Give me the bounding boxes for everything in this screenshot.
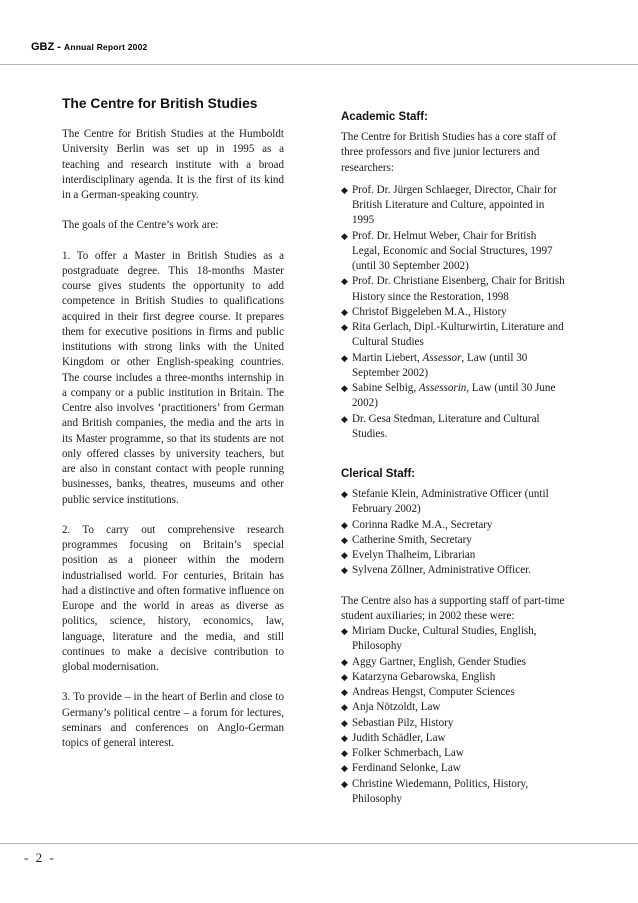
list-item [341,746,566,761]
list-item [341,351,566,382]
list-item [341,320,566,351]
clerical-staff-heading: Clerical Staff: [341,468,416,480]
support-staff-list [341,624,566,807]
header-report-title: Annual Report 2002 [64,42,148,52]
list-item [341,731,566,746]
list-item-text: Rita Gerlach, Dipl.-Kulturwirtin, Literature and Cultural Studies [352,321,564,349]
list-item [341,183,566,229]
bullet-icon: ◆ [341,702,348,713]
intro-paragraph: The Centre for British Studies at the Humboldt University Berlin was set up in 1995 as a teaching and research institute with a broad interdisciplinary agenda. It is the first of its kind in a German-speaking country. [62,128,284,201]
left-column [62,95,284,766]
list-item-text: Ferdinand Selonke, Law [352,762,461,775]
bullet-icon: ◆ [341,489,348,499]
list-item [341,533,566,548]
bullet-icon: ◆ [341,717,348,728]
list-item-title-italic: Assessorin [418,382,467,394]
list-item-text: Dr. Gesa Stedman, Literature and Cultural Studies. [352,412,540,440]
list-item-text: Folker Schmerbach, Law [352,747,464,759]
list-item-text: Stefanie Klein, Administrative Officer (until February 2002) [352,488,549,516]
bullet-icon: ◆ [341,687,348,697]
bullet-icon: ◆ [341,383,348,393]
list-item-text: Prof. Dr. Jürgen Schlaeger, Director, Chair for British Literature and Culture, appointed in 1995 [352,183,557,227]
list-item [341,761,566,776]
list-item-text: Katarzyna Gebarowska, English [352,670,496,683]
bullet-icon: ◆ [341,565,348,576]
goal-2-paragraph: 2. To carry out comprehensive research programmes focusing on Britain’s special position as a pioneer within the modern industrialised world. For centuries, Britain has had a distinctive and often formative influence on Europe and the world in areas as diverse as politics, science, history, economics, law, language, literature and the media, and still continues to make a decisive contribution to global modernisation. [62,523,284,673]
list-item [341,381,566,412]
bullet-icon: ◆ [341,534,348,545]
right-column [341,110,566,807]
list-item-text: Prof. Dr. Helmut Weber, Chair for British Legal, Economic and Social Structures, 1997 (until 30 September 2002) [352,229,553,272]
list-item [341,685,566,700]
section-title: The Centre for British Studies [62,96,258,111]
list-item-text: Corinna Radke M.A., Secretary [352,518,493,531]
list-item [341,487,566,518]
list-item-text: Anja Nötzoldt, Law [352,701,441,714]
list-item [341,548,566,563]
bullet-icon: ◆ [341,276,348,287]
list-item-text: Evelyn Thalheim, Librarian [352,549,476,561]
page-number: - 2 - [24,850,56,865]
header-divider [0,64,638,65]
goal-1-paragraph: 1. To offer a Master in British Studies as a postgraduate degree. This 18-months Master course gives students the opportunity to add competence in British Studies to qualifications acquired in their first degree course. It prepares them for executive positions in firms and public institutions with strong links with the United Kingdom or other English-speaking countries. The course includes a three-months internship in a company or a public institution in Britain. The Centre also involves ‘practitioners’ from German and British companies, the media and the arts in its Master programme, so that its students are not only offered classes by university teachers, but are also in constant contact with people running businesses, banks, theatres, museums and other public service institutions. [62,249,284,506]
header-brand: GBZ [31,41,55,53]
academic-staff-heading: Academic Staff: [341,111,428,123]
list-item [341,670,566,685]
bullet-icon: ◆ [341,778,348,789]
list-item [341,518,566,533]
list-item [341,305,566,320]
bullet-icon: ◆ [341,413,348,424]
bullet-icon: ◆ [341,306,348,317]
academic-staff-list [341,183,566,442]
bullet-icon: ◆ [341,656,348,667]
list-item [341,274,566,305]
list-item [341,624,566,655]
list-item-title-italic: Assessor [422,351,462,364]
bullet-icon: ◆ [341,519,348,530]
list-item-text: Martin Liebert, [352,351,423,364]
bullet-icon: ◆ [341,732,348,743]
list-item [341,412,566,443]
list-item-text: , Law (until 30 September 2002) [352,351,528,379]
bullet-icon: ◆ [341,748,348,758]
list-item-text: Prof. Dr. Christiane Eisenberg, Chair for British History since the Restoration, 1998 [352,275,565,303]
footer-divider [0,843,638,844]
list-item-text: Sabine Selbig, [352,382,419,394]
list-item-text: , Law (until 30 June 2002) [352,382,556,410]
list-item-text: Christine Wiedemann, Politics, History, Philosophy [352,777,529,805]
academic-staff-intro: The Centre for British Studies has a core staff of three professors and five junior lecturers and researchers: [341,131,557,174]
list-item [341,563,566,578]
list-item-text: Sylvena Zöllner, Administrative Officer. [352,564,531,577]
list-item-text: Aggy Gartner, English, Gender Studies [352,655,526,668]
list-item-text: Catherine Smith, Secretary [352,533,472,546]
list-item-text: Judith Schädler, Law [352,731,446,744]
clerical-staff-list [341,487,566,579]
bullet-icon: ◆ [341,626,348,636]
bullet-icon: ◆ [341,184,348,195]
bullet-icon: ◆ [341,230,348,241]
list-item [341,229,566,275]
list-item [341,716,566,731]
bullet-icon: ◆ [341,322,348,332]
bullet-icon: ◆ [341,763,348,774]
list-item-text: Christof Biggeleben M.A., History [352,305,507,318]
running-header [31,41,147,53]
bullet-icon: ◆ [341,671,348,682]
list-item-text: Sebastian Pilz, History [352,716,454,729]
header-separator: - [54,41,65,53]
list-item [341,655,566,670]
list-item [341,700,566,715]
support-staff-intro: The Centre also has a supporting staff of part-time student auxiliaries; in 2002 these were: [341,594,565,622]
bullet-icon: ◆ [341,550,348,560]
list-item-text: Miriam Ducke, Cultural Studies, English, Philosophy [352,625,537,653]
list-item [341,777,566,808]
bullet-icon: ◆ [341,352,348,363]
list-item-text: Andreas Hengst, Computer Sciences [352,686,515,698]
goals-lead: The goals of the Centre’s work are: [62,219,219,232]
goal-3-paragraph: 3. To provide – in the heart of Berlin and close to Germany’s political centre – a forum for lectures, seminars and conferences on Anglo-German topics of general interest. [62,691,284,749]
